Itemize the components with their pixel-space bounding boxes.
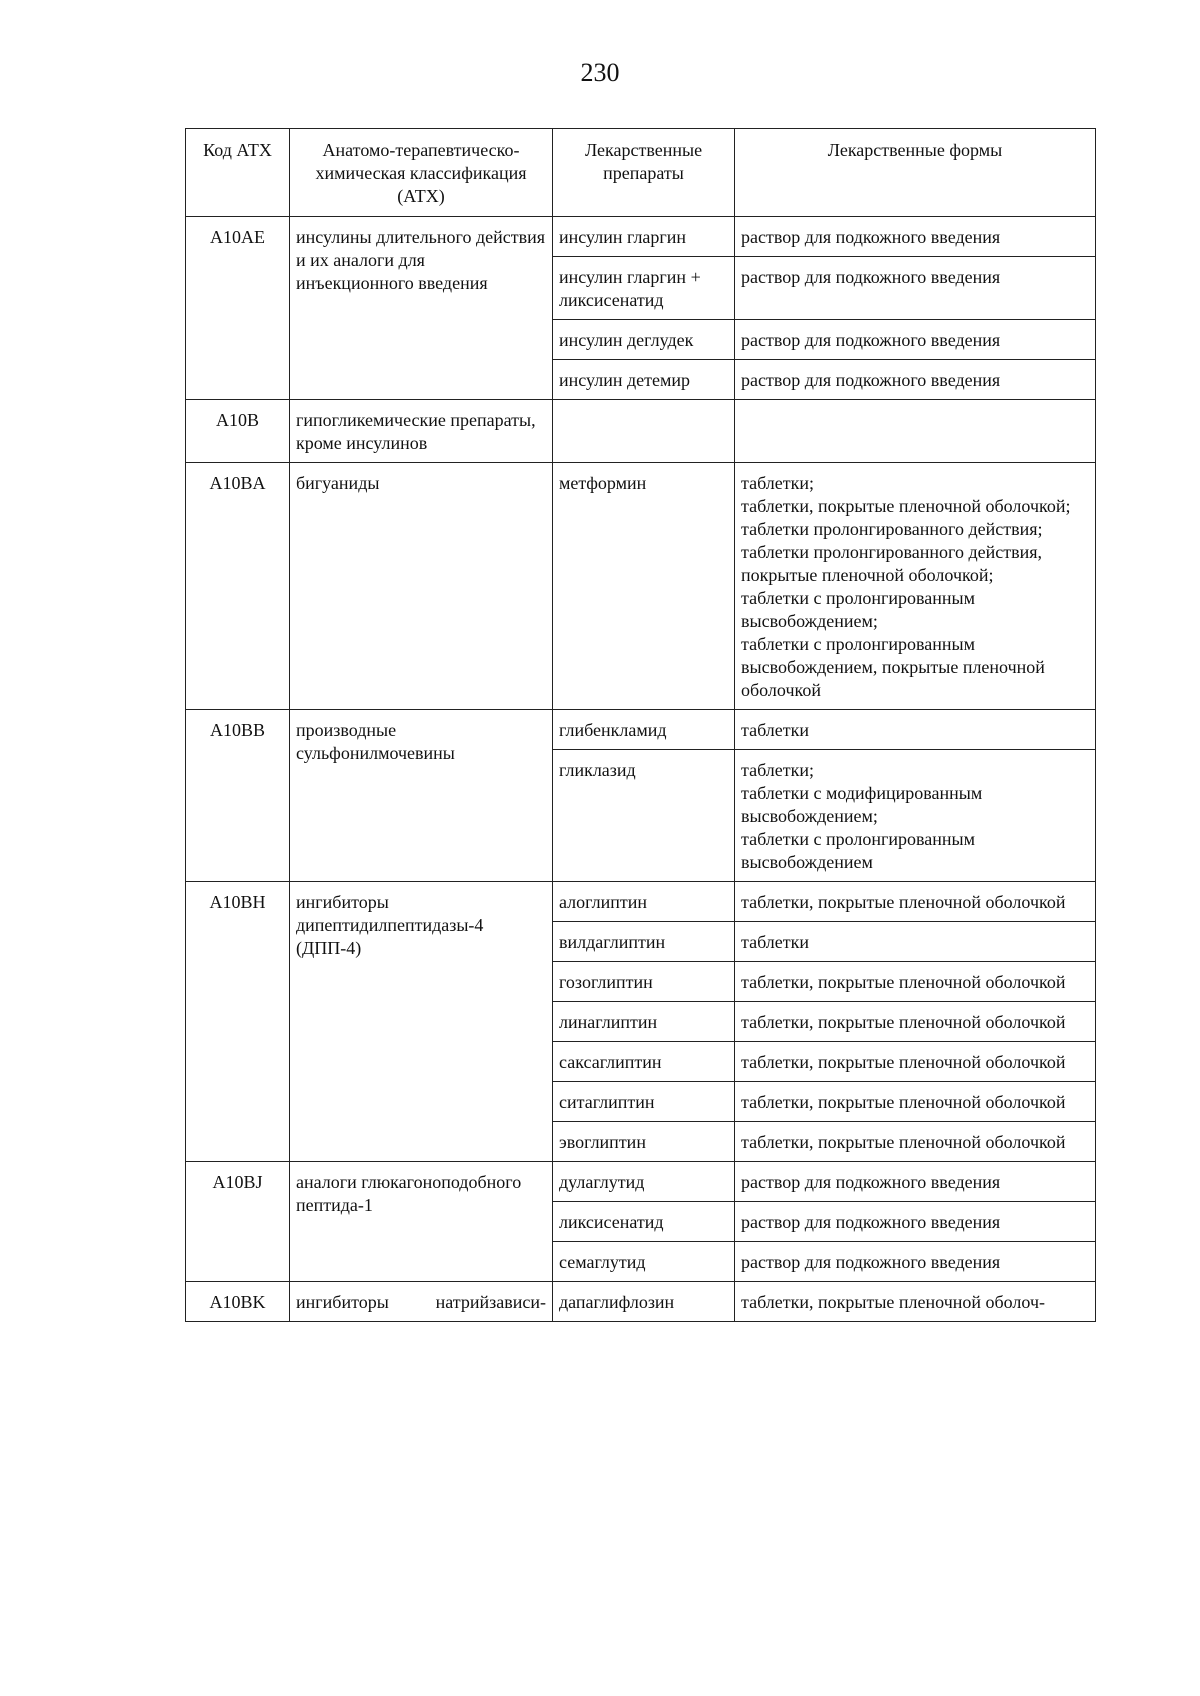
dosage-form-line: раствор для подкожного введения [741, 267, 1001, 287]
dosage-form-line: раствор для подкожного введения [741, 227, 1001, 247]
page-number: 230 [580, 58, 620, 87]
dosage-forms-cell [735, 400, 1096, 463]
dosage-forms-cell [735, 962, 1096, 1002]
dosage-forms-cell [735, 1162, 1096, 1202]
dosage-forms-cell [735, 710, 1096, 750]
dosage-form-line: таблетки; [741, 473, 815, 493]
dosage-form-line: таблетки с пролонгированным высвобождением; [741, 588, 976, 631]
dosage-form-line: раствор для подкожного введения [741, 370, 1001, 390]
atx-code-cell: A10BJ [186, 1162, 290, 1282]
dosage-form-line: раствор для подкожного введения [741, 1172, 1001, 1192]
header-code: Код АТХ [186, 129, 290, 217]
drug-name-cell: ликсисенатид [553, 1202, 735, 1242]
dosage-form-line: таблетки, покрытые пленочной оболочкой [741, 1132, 1066, 1152]
drug-name-cell: инсулин детемир [553, 360, 735, 400]
dosage-form-line: таблетки, покрытые пленочной оболочкой [741, 1012, 1066, 1032]
table-row [186, 217, 1096, 257]
atx-code-cell: A10BK [186, 1282, 290, 1322]
drug-name-cell: вилдаглиптин [553, 922, 735, 962]
atx-classification-cell: инсулины длительного действия и их аналоги для инъекционного введения [290, 217, 553, 400]
dosage-forms-cell [735, 1282, 1096, 1322]
dosage-form-line: таблетки с модифицированным высвобождением; [741, 783, 983, 826]
atx-classification-cell: аналоги глюкагоноподобного пептида-1 [290, 1162, 553, 1282]
atx-drug-table [185, 128, 1096, 1322]
table-row [186, 1162, 1096, 1202]
atx-code-cell: A10BA [186, 463, 290, 710]
dosage-form-line: таблетки, покрытые пленочной оболочкой [741, 972, 1066, 992]
dosage-form-line: таблетки, покрытые пленочной оболочкой; [741, 496, 1071, 516]
table-row [186, 463, 1096, 710]
header-forms: Лекарственные формы [735, 129, 1096, 217]
dosage-form-line: раствор для подкожного введения [741, 330, 1001, 350]
drug-name-cell: линаглиптин [553, 1002, 735, 1042]
dosage-forms-cell [735, 1082, 1096, 1122]
atx-classification-cell: ингибиторы дипептидилпептидазы-4 (ДПП-4) [290, 882, 553, 1162]
dosage-form-line: таблетки пролонгированного действия; [741, 519, 1043, 539]
drug-name-cell: эвоглиптин [553, 1122, 735, 1162]
dosage-forms-cell [735, 922, 1096, 962]
header-drugs: Лекарственные препараты [553, 129, 735, 217]
drug-name-cell: семаглутид [553, 1242, 735, 1282]
atx-code-cell: A10AE [186, 217, 290, 400]
dosage-form-line: раствор для подкожного введения [741, 1252, 1001, 1272]
dosage-forms-cell [735, 1122, 1096, 1162]
dosage-forms-cell [735, 217, 1096, 257]
drug-name-cell: инсулин гларгин + ликсисенатид [553, 257, 735, 320]
dosage-form-line: таблетки, покрытые пленочной оболочкой [741, 892, 1066, 912]
drug-name-cell: ситаглиптин [553, 1082, 735, 1122]
dosage-forms-cell [735, 257, 1096, 320]
dosage-form-line: таблетки; [741, 760, 815, 780]
header-classification: Анатомо-терапевтическо-химическая классификация (АТХ) [290, 129, 553, 217]
drug-name-cell: инсулин гларгин [553, 217, 735, 257]
table-body [186, 217, 1096, 1322]
atx-code-cell: A10BH [186, 882, 290, 1162]
table-header-row [186, 129, 1096, 217]
dosage-form-line: таблетки с пролонгированным высвобождением, покрытые пленочной оболочкой [741, 634, 1045, 700]
dosage-forms-cell [735, 882, 1096, 922]
drug-name-cell: глибенкламид [553, 710, 735, 750]
dosage-forms-cell [735, 463, 1096, 710]
dosage-form-line: таблетки с пролонгированным высвобождением [741, 829, 976, 872]
drug-name-cell: гозоглиптин [553, 962, 735, 1002]
atx-classification-cell: производные сульфонилмочевины [290, 710, 553, 882]
drug-name-cell: метформин [553, 463, 735, 710]
dosage-form-line: таблетки [741, 932, 810, 952]
drug-name-cell: дулаглутид [553, 1162, 735, 1202]
dosage-form-line: таблетки, покрытые пленочной оболочкой [741, 1052, 1066, 1072]
dosage-forms-cell [735, 1042, 1096, 1082]
table-row [186, 882, 1096, 922]
dosage-forms-cell [735, 750, 1096, 882]
dosage-forms-cell [735, 1202, 1096, 1242]
drug-name-cell: саксаглиптин [553, 1042, 735, 1082]
atx-classification-cell: гипогликемические препараты, кроме инсулинов [290, 400, 553, 463]
dosage-form-line: таблетки, покрытые пленочной оболоч- [741, 1292, 1045, 1312]
table-row [186, 400, 1096, 463]
dosage-form-line: раствор для подкожного введения [741, 1212, 1001, 1232]
dosage-forms-cell [735, 360, 1096, 400]
dosage-forms-cell [735, 1242, 1096, 1282]
table-row [186, 1282, 1096, 1322]
atx-code-cell: A10BB [186, 710, 290, 882]
atx-classification-cell: ингибиторы натрийзависи- [290, 1282, 553, 1322]
drug-name-cell [553, 400, 735, 463]
dosage-forms-cell [735, 1002, 1096, 1042]
dosage-form-line: таблетки [741, 720, 810, 740]
drug-name-cell: гликлазид [553, 750, 735, 882]
drug-name-cell: инсулин деглудек [553, 320, 735, 360]
dosage-forms-cell [735, 320, 1096, 360]
table-row [186, 710, 1096, 750]
atx-classification-cell: бигуаниды [290, 463, 553, 710]
drug-name-cell: дапаглифлозин [553, 1282, 735, 1322]
atx-code-cell: A10B [186, 400, 290, 463]
dosage-form-line: таблетки, покрытые пленочной оболочкой [741, 1092, 1066, 1112]
dosage-form-line: таблетки пролонгированного действия, покрытые пленочной оболочкой; [741, 542, 1043, 585]
drug-name-cell: алоглиптин [553, 882, 735, 922]
